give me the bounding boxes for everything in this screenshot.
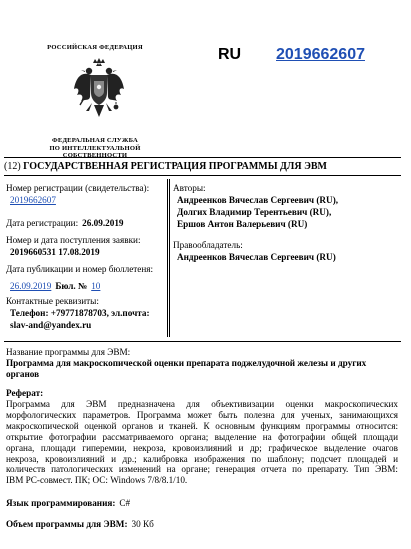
reg-date-label: Дата регистрации:: [6, 218, 79, 228]
title-top-rule: [4, 157, 401, 158]
title-bottom-rule: [4, 175, 401, 176]
application-label: Номер и дата поступления заявки:: [6, 235, 141, 245]
size-value: 30 Кб: [131, 519, 154, 529]
abstract-line: открытие фотографии рассматриваемого органа; выделение на фотографии общей площади: [6, 431, 398, 442]
reg-number-label: Номер регистрации (свидетельства):: [6, 183, 150, 193]
abstract-line: Программа для ЭВМ предназначена для объективизации оценки макроскопических: [6, 399, 398, 409]
language-value: C#: [119, 498, 131, 508]
left-column-right-border: [167, 179, 168, 337]
publication-date-link[interactable]: 26.09.2019: [10, 281, 52, 291]
agency-name-line1: ФЕДЕРАЛЬНАЯ СЛУЖБА: [51, 137, 139, 144]
country-code: RU: [218, 46, 242, 63]
right-column-left-border: [169, 179, 170, 337]
abstract-label: Реферат:: [6, 388, 44, 398]
abstract-line: некроза, кровоизлияний и др.; калибровка изображения по шаблону; подсчет площадей и: [6, 453, 398, 464]
program-name-line1: Программа для макроскопической оценки препарата поджелудочной железы и других: [6, 358, 367, 368]
country-name: РОССИЙСКАЯ ФЕДЕРАЦИЯ: [47, 44, 143, 51]
abstract-line: макроскопической оценкой органов и тканей. К основным функциям программы относится:: [6, 420, 398, 431]
agency-name-line2: ПО ИНТЕЛЛЕКТУАЛЬНОЙ СОБСТВЕННОСТИ: [49, 145, 141, 159]
bulletin-label: Бюл. №: [55, 281, 88, 291]
reg-date-value: 26.09.2019: [82, 218, 124, 228]
abstract-text: [6, 399, 398, 486]
publication-label: Дата публикации и номер бюллетеня:: [6, 264, 154, 274]
title-row: [4, 161, 327, 172]
program-name-line2: органов: [6, 369, 40, 379]
abstract-line: IBM PC-совмест. ПК; ОС: Windows 7/8/8.1/10.: [6, 475, 188, 486]
holder-label: Правообладатель:: [173, 240, 243, 250]
contacts-label: Контактные реквизиты:: [6, 296, 99, 306]
contacts-email: slav-and@yandex.ru: [10, 320, 92, 330]
abstract-line: морфологических параметров. Программа может быть полезна для ученых, занимающихся: [6, 409, 398, 420]
program-name-label: Название программы для ЭВМ:: [6, 347, 131, 357]
holder-value: Андреенков Вячеслав Сергеевич (RU): [177, 252, 336, 262]
title-text: ГОСУДАРСТВЕННАЯ РЕГИСТРАЦИЯ ПРОГРАММЫ ДЛЯ ЭВМ: [23, 161, 327, 172]
language-row: [6, 493, 130, 511]
details-bottom-rule: [4, 341, 401, 342]
title-code: (12): [4, 161, 21, 172]
reg-date-row: [6, 213, 124, 231]
coat-of-arms-icon: [72, 57, 126, 127]
publication-row: [10, 276, 100, 294]
contacts-phone-email: Телефон: +79771878703, эл.почта:: [10, 308, 150, 318]
document-number-link[interactable]: 2019662607: [276, 46, 365, 63]
author-item: Ершов Антон Валерьевич (RU): [177, 219, 308, 229]
bulletin-number-link[interactable]: 10: [91, 281, 101, 291]
application-value: 2019660531 17.08.2019: [10, 247, 100, 257]
authors-label: Авторы:: [173, 183, 206, 193]
author-item: Андреенков Вячеслав Сергеевич (RU),: [177, 195, 339, 205]
size-row: [6, 514, 154, 532]
abstract-line: количеств патологических изменений на органе; генерация отчета по препарату. Тип ЭВМ:: [6, 464, 398, 475]
author-item: Долгих Владимир Терентьевич (RU),: [177, 207, 332, 217]
abstract-line: органа, площади гиперемии, некроза, кровоизлияний и др; графическое выделение очагов: [6, 442, 398, 453]
reg-number-link[interactable]: 2019662607: [10, 195, 56, 205]
size-label: Объем программы для ЭВМ:: [6, 519, 128, 529]
language-label: Язык программирования:: [6, 498, 116, 508]
